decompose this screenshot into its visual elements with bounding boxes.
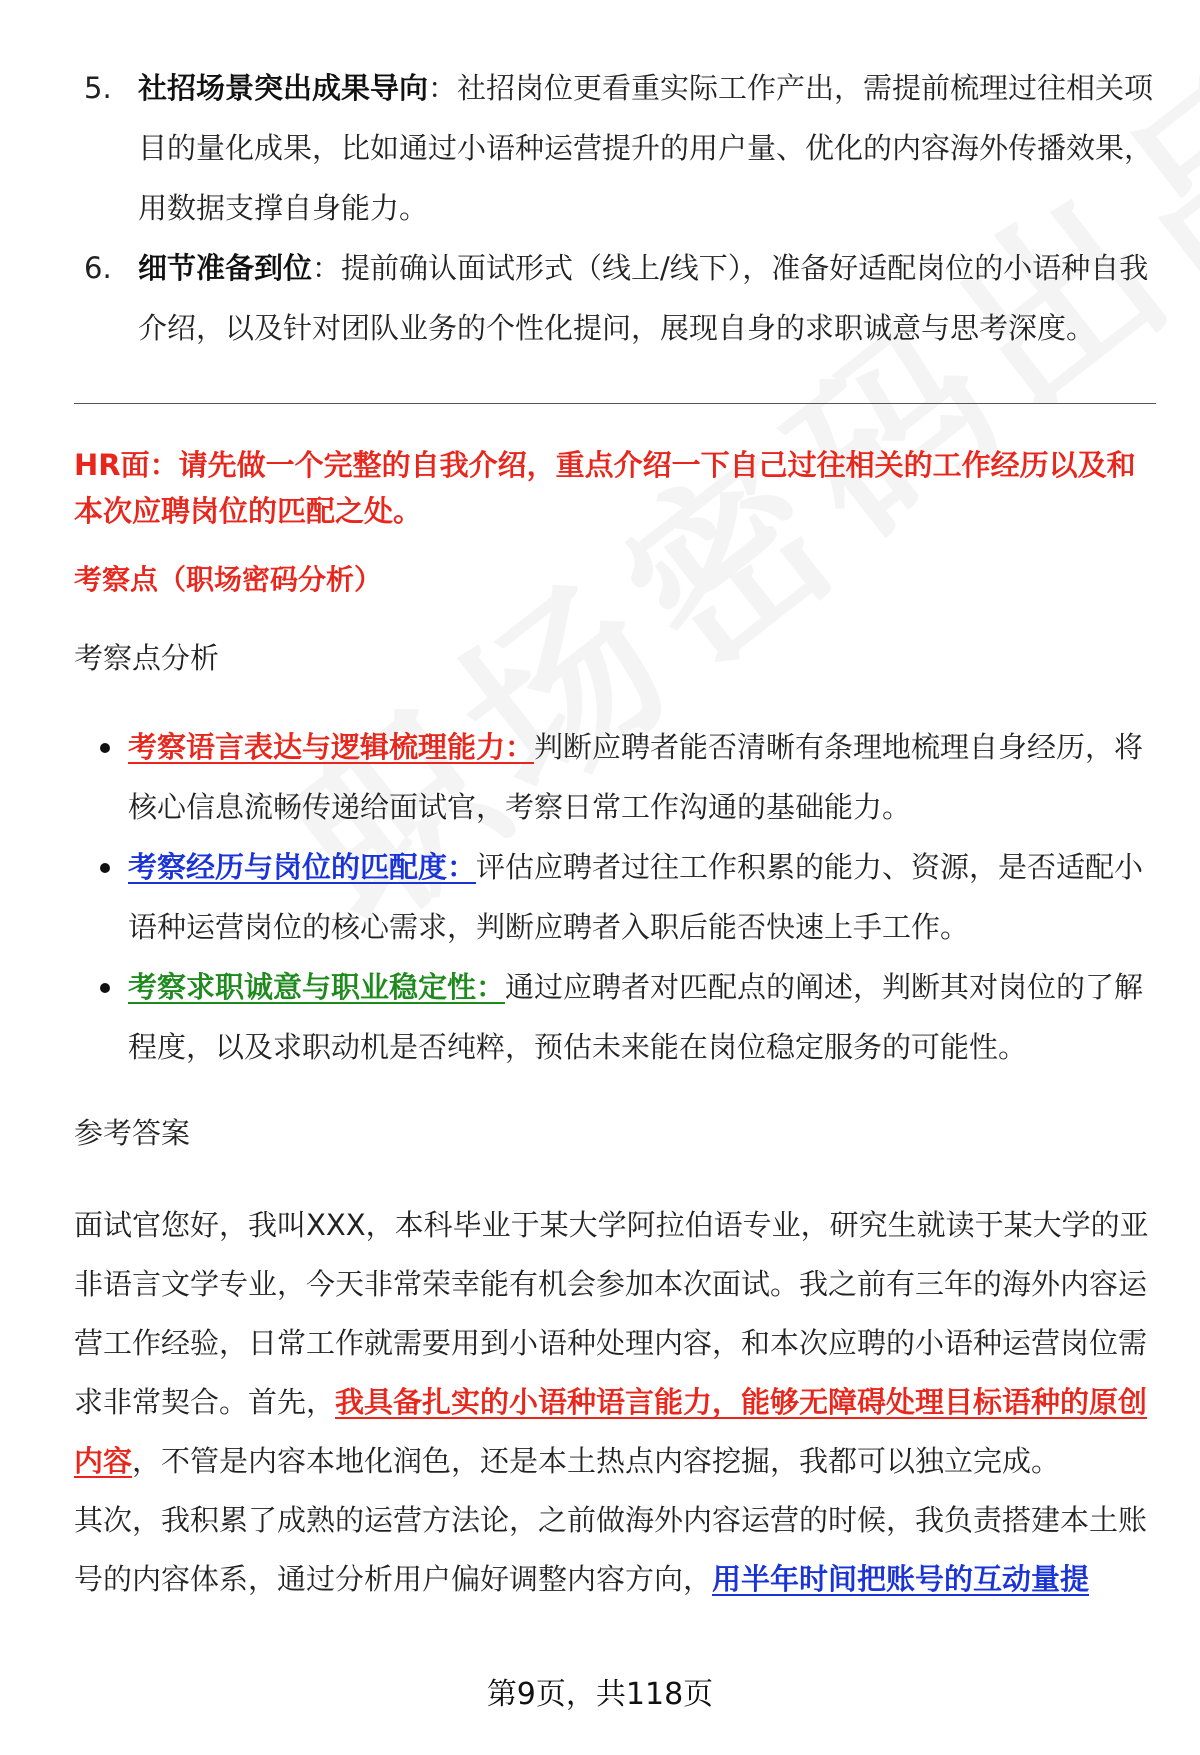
section-divider xyxy=(74,403,1156,404)
answer-highlight: 用半年时间把账号的互动量提 xyxy=(712,1562,1090,1596)
list-item xyxy=(74,717,1154,837)
answer-paragraph xyxy=(74,1196,1164,1491)
point-text: 判断应聘者能否清晰有条理地梳理自身经历，将核心信息流畅传递给面试官，考察日常工作沟通的基础能力。 xyxy=(128,730,1144,824)
analysis-points-list xyxy=(74,717,1154,1077)
reference-answer xyxy=(74,1196,1164,1609)
list-item-body xyxy=(128,717,1154,837)
point-text: 评估应聘者过往工作积累的能力、资源，是否适配小语种运营岗位的核心需求，判断应聘者入职后能否快速上手工作。 xyxy=(128,850,1144,944)
list-number: 6. xyxy=(84,251,112,285)
answer-paragraph xyxy=(74,1491,1164,1609)
point-keyword: 考察求职诚意与职业稳定性： xyxy=(128,970,506,1004)
tip-title: 社招场景突出成果导向 xyxy=(138,71,429,105)
interview-question: HR面：请先做一个完整的自我介绍，重点介绍一下自己过往相关的工作经历以及和本次应聘岗位的匹配之处。 xyxy=(74,448,1136,528)
point-text: 通过应聘者对匹配点的阐述，判断其对岗位的了解程度，以及求职动机是否纯粹，预估未来能在岗位稳定服务的可能性。 xyxy=(128,970,1144,1064)
list-item xyxy=(74,238,1154,358)
answer-text: 面试官您好，我叫XXX，本科毕业于某大学阿拉伯语专业，研究生就读于某大学的亚非语言文学专业，今天非常荣幸能有机会参加本次面试。我之前有三年的海外内容运营工作经验，日常工作就需要用到小语种处理内容，和本次应聘的小语种运营岗位需求非常契合。首先， xyxy=(74,1208,1149,1419)
bullet-icon xyxy=(74,957,128,1077)
section-title: 考察点（职场密码分析） xyxy=(74,563,383,596)
bullet-icon xyxy=(74,837,128,957)
list-item xyxy=(74,58,1154,238)
list-item-body xyxy=(128,837,1154,957)
list-item-body xyxy=(128,957,1154,1077)
list-item-body xyxy=(138,238,1154,358)
answer-text: 其次，我积累了成熟的运营方法论，之前做海外内容运营的时候，我负责搭建本土账号的内容体系，通过分析用户偏好调整内容方向， xyxy=(74,1503,1148,1596)
answer-highlight: 我具备扎实的小语种语言能力，能够无障碍处理目标语种的原创内容 xyxy=(74,1385,1148,1478)
list-item xyxy=(74,837,1154,957)
bullet-icon xyxy=(74,717,128,837)
list-number: 5. xyxy=(84,71,112,105)
list-item xyxy=(74,957,1154,1077)
point-keyword: 考察语言表达与逻辑梳理能力： xyxy=(128,730,535,764)
page-number: 第9页，共118页 xyxy=(486,1677,714,1712)
list-item-body xyxy=(138,58,1154,238)
analysis-heading: 考察点分析 xyxy=(74,641,220,675)
tip-separator: ： xyxy=(428,71,458,105)
answer-heading: 参考答案 xyxy=(74,1116,191,1150)
point-keyword: 考察经历与岗位的匹配度： xyxy=(128,850,477,884)
tips-list xyxy=(74,58,1154,358)
tip-text: 提前确认面试形式（线上/线下），准备好适配岗位的小语种自我介绍，以及针对团队业务的个性化提问，展现自身的求职诚意与思考深度。 xyxy=(138,251,1149,345)
tip-separator: ： xyxy=(312,251,342,285)
tip-title: 细节准备到位 xyxy=(138,251,313,285)
answer-text: ，不管是内容本地化润色，还是本土热点内容挖掘，我都可以独立完成。 xyxy=(132,1444,1061,1478)
tip-text: 社招岗位更看重实际工作产出，需提前梳理过往相关项目的量化成果，比如通过小语种运营提升的用户量、优化的内容海外传播效果，用数据支撑自身能力。 xyxy=(138,71,1154,225)
